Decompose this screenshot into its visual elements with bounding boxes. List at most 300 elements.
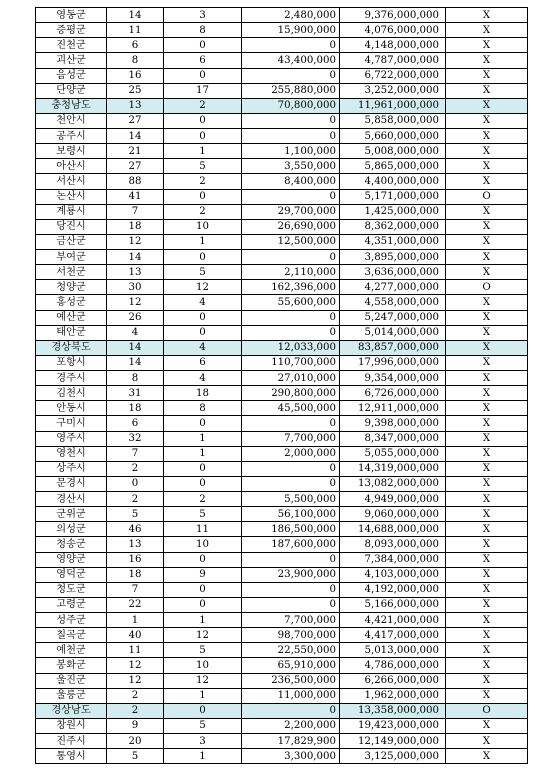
data-table-container: [35, 7, 526, 764]
count-b-cell: 12: [164, 628, 242, 643]
region-name-cell: 경상남도: [36, 703, 107, 718]
amount-cell: 2,480,000: [242, 8, 340, 23]
amount-cell: 2,110,000: [242, 265, 340, 280]
budget-cell: 4,421,000,000: [340, 613, 446, 628]
flag-cell: X: [446, 325, 528, 340]
region-name-cell: 영덕군: [36, 567, 107, 582]
region-name-cell: 영양군: [36, 552, 107, 567]
region-name-cell: 울릉군: [36, 688, 107, 703]
flag-cell: X: [446, 734, 528, 749]
flag-cell: X: [446, 718, 528, 733]
count-a-cell: 1: [107, 613, 164, 628]
province-row: [36, 703, 528, 718]
budget-cell: 14,688,000,000: [340, 522, 446, 537]
budget-cell: 4,148,000,000: [340, 38, 446, 53]
flag-cell: X: [446, 386, 528, 401]
province-row: [36, 340, 528, 355]
region-name-cell: 아산시: [36, 159, 107, 174]
budget-cell: 1,425,000,000: [340, 204, 446, 219]
count-b-cell: 2: [164, 492, 242, 507]
count-b-cell: 8: [164, 23, 242, 38]
flag-cell: X: [446, 552, 528, 567]
region-name-cell: 창원시: [36, 718, 107, 733]
count-b-cell: 0: [164, 416, 242, 431]
flag-cell: X: [446, 446, 528, 461]
amount-cell: 7,700,000: [242, 431, 340, 446]
table-row: [36, 371, 528, 386]
count-b-cell: 0: [164, 597, 242, 612]
table-body: [36, 8, 528, 764]
count-b-cell: 0: [164, 129, 242, 144]
flag-cell: X: [446, 38, 528, 53]
region-name-cell: 고령군: [36, 597, 107, 612]
count-b-cell: 1: [164, 749, 242, 764]
count-a-cell: 6: [107, 416, 164, 431]
table-row: [36, 461, 528, 476]
budget-cell: 6,726,000,000: [340, 386, 446, 401]
amount-cell: 0: [242, 113, 340, 128]
region-name-cell: 금산군: [36, 234, 107, 249]
flag-cell: X: [446, 340, 528, 355]
region-name-cell: 괴산군: [36, 53, 107, 68]
table-row: [36, 522, 528, 537]
budget-cell: 11,961,000,000: [340, 98, 446, 113]
count-a-cell: 8: [107, 371, 164, 386]
count-b-cell: 0: [164, 476, 242, 491]
budget-cell: 4,417,000,000: [340, 628, 446, 643]
count-b-cell: 1: [164, 613, 242, 628]
amount-cell: 23,900,000: [242, 567, 340, 582]
count-a-cell: 12: [107, 673, 164, 688]
table-row: [36, 613, 528, 628]
count-b-cell: 0: [164, 461, 242, 476]
count-a-cell: 21: [107, 144, 164, 159]
region-name-cell: 단양군: [36, 83, 107, 98]
table-row: [36, 537, 528, 552]
count-b-cell: 2: [164, 204, 242, 219]
amount-cell: 0: [242, 582, 340, 597]
flag-cell: X: [446, 673, 528, 688]
count-a-cell: 9: [107, 718, 164, 733]
amount-cell: 0: [242, 325, 340, 340]
flag-cell: O: [446, 189, 528, 204]
count-a-cell: 12: [107, 234, 164, 249]
budget-cell: 6,266,000,000: [340, 673, 446, 688]
region-name-cell: 통영시: [36, 749, 107, 764]
count-b-cell: 1: [164, 234, 242, 249]
count-b-cell: 5: [164, 159, 242, 174]
count-a-cell: 11: [107, 23, 164, 38]
count-a-cell: 31: [107, 386, 164, 401]
flag-cell: X: [446, 234, 528, 249]
budget-cell: 4,192,000,000: [340, 582, 446, 597]
region-name-cell: 보령시: [36, 144, 107, 159]
budget-cell: 3,895,000,000: [340, 250, 446, 265]
flag-cell: O: [446, 280, 528, 295]
budget-cell: 5,008,000,000: [340, 144, 446, 159]
budget-cell: 5,014,000,000: [340, 325, 446, 340]
region-name-cell: 홍성군: [36, 295, 107, 310]
count-b-cell: 4: [164, 371, 242, 386]
count-b-cell: 11: [164, 522, 242, 537]
flag-cell: X: [446, 401, 528, 416]
table-row: [36, 401, 528, 416]
budget-cell: 3,636,000,000: [340, 265, 446, 280]
count-b-cell: 0: [164, 582, 242, 597]
table-row: [36, 386, 528, 401]
table-row: [36, 492, 528, 507]
count-b-cell: 0: [164, 38, 242, 53]
count-b-cell: 1: [164, 688, 242, 703]
count-a-cell: 25: [107, 83, 164, 98]
amount-cell: 11,000,000: [242, 688, 340, 703]
amount-cell: 2,000,000: [242, 446, 340, 461]
flag-cell: X: [446, 492, 528, 507]
table-row: [36, 38, 528, 53]
flag-cell: X: [446, 98, 528, 113]
amount-cell: 0: [242, 129, 340, 144]
budget-cell: 5,171,000,000: [340, 189, 446, 204]
region-name-cell: 구미시: [36, 416, 107, 431]
region-name-cell: 충청남도: [36, 98, 107, 113]
flag-cell: X: [446, 688, 528, 703]
count-b-cell: 4: [164, 295, 242, 310]
amount-cell: 3,550,000: [242, 159, 340, 174]
flag-cell: O: [446, 703, 528, 718]
flag-cell: X: [446, 567, 528, 582]
amount-cell: 186,500,000: [242, 522, 340, 537]
amount-cell: 0: [242, 416, 340, 431]
amount-cell: 110,700,000: [242, 355, 340, 370]
flag-cell: X: [446, 749, 528, 764]
count-a-cell: 13: [107, 537, 164, 552]
region-name-cell: 경주시: [36, 371, 107, 386]
region-name-cell: 군위군: [36, 507, 107, 522]
amount-cell: 3,300,000: [242, 749, 340, 764]
budget-cell: 9,354,000,000: [340, 371, 446, 386]
flag-cell: X: [446, 159, 528, 174]
budget-cell: 13,358,000,000: [340, 703, 446, 718]
count-a-cell: 27: [107, 159, 164, 174]
table-row: [36, 325, 528, 340]
count-a-cell: 30: [107, 280, 164, 295]
table-row: [36, 113, 528, 128]
amount-cell: 0: [242, 68, 340, 83]
table-row: [36, 265, 528, 280]
budget-cell: 3,125,000,000: [340, 749, 446, 764]
budget-cell: 19,423,000,000: [340, 718, 446, 733]
table-row: [36, 643, 528, 658]
amount-cell: 236,500,000: [242, 673, 340, 688]
budget-cell: 5,055,000,000: [340, 446, 446, 461]
count-b-cell: 6: [164, 53, 242, 68]
budget-cell: 7,384,000,000: [340, 552, 446, 567]
count-a-cell: 0: [107, 476, 164, 491]
count-b-cell: 5: [164, 718, 242, 733]
count-b-cell: 0: [164, 113, 242, 128]
count-a-cell: 7: [107, 446, 164, 461]
count-a-cell: 5: [107, 507, 164, 522]
table-row: [36, 476, 528, 491]
amount-cell: 29,700,000: [242, 204, 340, 219]
flag-cell: X: [446, 113, 528, 128]
table-row: [36, 749, 528, 764]
flag-cell: X: [446, 265, 528, 280]
region-name-cell: 천안시: [36, 113, 107, 128]
count-a-cell: 7: [107, 582, 164, 597]
province-row: [36, 98, 528, 113]
region-name-cell: 계룡시: [36, 204, 107, 219]
amount-cell: 0: [242, 310, 340, 325]
count-a-cell: 22: [107, 597, 164, 612]
count-a-cell: 14: [107, 8, 164, 23]
count-b-cell: 10: [164, 537, 242, 552]
flag-cell: X: [446, 507, 528, 522]
table-row: [36, 688, 528, 703]
amount-cell: 43,400,000: [242, 53, 340, 68]
table-row: [36, 628, 528, 643]
amount-cell: 162,396,000: [242, 280, 340, 295]
flag-cell: X: [446, 68, 528, 83]
region-name-cell: 청송군: [36, 537, 107, 552]
amount-cell: 1,100,000: [242, 144, 340, 159]
budget-cell: 4,351,000,000: [340, 234, 446, 249]
budget-cell: 5,865,000,000: [340, 159, 446, 174]
amount-cell: 2,200,000: [242, 718, 340, 733]
budget-cell: 13,082,000,000: [340, 476, 446, 491]
count-a-cell: 14: [107, 250, 164, 265]
count-a-cell: 32: [107, 431, 164, 446]
flag-cell: X: [446, 461, 528, 476]
count-b-cell: 5: [164, 265, 242, 280]
budget-cell: 17,996,000,000: [340, 355, 446, 370]
flag-cell: X: [446, 597, 528, 612]
flag-cell: X: [446, 522, 528, 537]
count-a-cell: 2: [107, 688, 164, 703]
table-row: [36, 144, 528, 159]
budget-cell: 5,660,000,000: [340, 129, 446, 144]
amount-cell: 0: [242, 461, 340, 476]
budget-cell: 5,166,000,000: [340, 597, 446, 612]
amount-cell: 26,690,000: [242, 219, 340, 234]
budget-cell: 4,787,000,000: [340, 53, 446, 68]
region-name-cell: 논산시: [36, 189, 107, 204]
table-row: [36, 53, 528, 68]
count-b-cell: 4: [164, 340, 242, 355]
table-row: [36, 597, 528, 612]
region-name-cell: 상주시: [36, 461, 107, 476]
table-row: [36, 355, 528, 370]
count-b-cell: 2: [164, 174, 242, 189]
count-b-cell: 0: [164, 703, 242, 718]
region-name-cell: 영천시: [36, 446, 107, 461]
region-name-cell: 성주군: [36, 613, 107, 628]
count-a-cell: 26: [107, 310, 164, 325]
budget-cell: 8,362,000,000: [340, 219, 446, 234]
budget-cell: 4,786,000,000: [340, 658, 446, 673]
flag-cell: X: [446, 658, 528, 673]
count-b-cell: 18: [164, 386, 242, 401]
table-row: [36, 68, 528, 83]
amount-cell: 45,500,000: [242, 401, 340, 416]
table-row: [36, 219, 528, 234]
count-b-cell: 9: [164, 567, 242, 582]
count-a-cell: 14: [107, 355, 164, 370]
amount-cell: 0: [242, 189, 340, 204]
amount-cell: 5,500,000: [242, 492, 340, 507]
budget-cell: 12,149,000,000: [340, 734, 446, 749]
amount-cell: 0: [242, 552, 340, 567]
amount-cell: 15,900,000: [242, 23, 340, 38]
count-b-cell: 10: [164, 658, 242, 673]
table-row: [36, 189, 528, 204]
count-a-cell: 46: [107, 522, 164, 537]
count-b-cell: 12: [164, 280, 242, 295]
flag-cell: X: [446, 8, 528, 23]
flag-cell: X: [446, 416, 528, 431]
count-a-cell: 40: [107, 628, 164, 643]
count-a-cell: 8: [107, 53, 164, 68]
count-a-cell: 2: [107, 703, 164, 718]
count-b-cell: 0: [164, 325, 242, 340]
region-name-cell: 음성군: [36, 68, 107, 83]
count-b-cell: 12: [164, 673, 242, 688]
flag-cell: X: [446, 310, 528, 325]
table-row: [36, 582, 528, 597]
region-name-cell: 당진시: [36, 219, 107, 234]
count-a-cell: 18: [107, 219, 164, 234]
region-name-cell: 서천군: [36, 265, 107, 280]
region-name-cell: 예천군: [36, 643, 107, 658]
region-name-cell: 증평군: [36, 23, 107, 38]
table-row: [36, 8, 528, 23]
count-a-cell: 14: [107, 129, 164, 144]
count-b-cell: 17: [164, 83, 242, 98]
flag-cell: X: [446, 23, 528, 38]
count-a-cell: 2: [107, 492, 164, 507]
budget-cell: 4,558,000,000: [340, 295, 446, 310]
count-a-cell: 18: [107, 567, 164, 582]
count-a-cell: 13: [107, 265, 164, 280]
table-row: [36, 23, 528, 38]
budget-cell: 14,319,000,000: [340, 461, 446, 476]
amount-cell: 0: [242, 597, 340, 612]
region-name-cell: 공주시: [36, 129, 107, 144]
budget-cell: 9,060,000,000: [340, 507, 446, 522]
budget-cell: 9,376,000,000: [340, 8, 446, 23]
table-row: [36, 295, 528, 310]
flag-cell: X: [446, 83, 528, 98]
count-b-cell: 0: [164, 310, 242, 325]
budget-cell: 4,277,000,000: [340, 280, 446, 295]
table-row: [36, 673, 528, 688]
region-name-cell: 진천군: [36, 38, 107, 53]
table-row: [36, 567, 528, 582]
region-name-cell: 태안군: [36, 325, 107, 340]
table-row: [36, 280, 528, 295]
budget-cell: 4,949,000,000: [340, 492, 446, 507]
amount-cell: 290,800,000: [242, 386, 340, 401]
count-a-cell: 88: [107, 174, 164, 189]
region-name-cell: 문경시: [36, 476, 107, 491]
count-a-cell: 5: [107, 749, 164, 764]
flag-cell: X: [446, 219, 528, 234]
region-name-cell: 경상북도: [36, 340, 107, 355]
count-b-cell: 3: [164, 8, 242, 23]
table-row: [36, 129, 528, 144]
table-row: [36, 658, 528, 673]
table-row: [36, 431, 528, 446]
table-row: [36, 204, 528, 219]
flag-cell: X: [446, 476, 528, 491]
budget-cell: 5,858,000,000: [340, 113, 446, 128]
flag-cell: X: [446, 537, 528, 552]
count-a-cell: 14: [107, 340, 164, 355]
amount-cell: 98,700,000: [242, 628, 340, 643]
region-name-cell: 청도군: [36, 582, 107, 597]
flag-cell: X: [446, 431, 528, 446]
region-name-cell: 영주시: [36, 431, 107, 446]
count-a-cell: 18: [107, 401, 164, 416]
count-b-cell: 3: [164, 734, 242, 749]
flag-cell: X: [446, 174, 528, 189]
budget-cell: 8,347,000,000: [340, 431, 446, 446]
amount-cell: 7,700,000: [242, 613, 340, 628]
amount-cell: 187,600,000: [242, 537, 340, 552]
table-row: [36, 310, 528, 325]
flag-cell: X: [446, 250, 528, 265]
region-name-cell: 봉화군: [36, 658, 107, 673]
region-name-cell: 울진군: [36, 673, 107, 688]
count-b-cell: 1: [164, 431, 242, 446]
flag-cell: X: [446, 628, 528, 643]
flag-cell: X: [446, 144, 528, 159]
count-b-cell: 0: [164, 189, 242, 204]
flag-cell: X: [446, 643, 528, 658]
amount-cell: 65,910,000: [242, 658, 340, 673]
count-a-cell: 6: [107, 38, 164, 53]
amount-cell: 55,600,000: [242, 295, 340, 310]
amount-cell: 255,880,000: [242, 83, 340, 98]
count-a-cell: 27: [107, 113, 164, 128]
table-row: [36, 159, 528, 174]
table-row: [36, 234, 528, 249]
table-row: [36, 250, 528, 265]
count-b-cell: 0: [164, 250, 242, 265]
budget-cell: 4,076,000,000: [340, 23, 446, 38]
amount-cell: 27,010,000: [242, 371, 340, 386]
region-name-cell: 칠곡군: [36, 628, 107, 643]
count-b-cell: 1: [164, 446, 242, 461]
budget-cell: 9,398,000,000: [340, 416, 446, 431]
flag-cell: X: [446, 53, 528, 68]
amount-cell: 70,800,000: [242, 98, 340, 113]
count-a-cell: 12: [107, 658, 164, 673]
count-a-cell: 16: [107, 552, 164, 567]
table-row: [36, 718, 528, 733]
amount-cell: 22,550,000: [242, 643, 340, 658]
table-row: [36, 416, 528, 431]
region-name-cell: 서산시: [36, 174, 107, 189]
budget-cell: 4,400,000,000: [340, 174, 446, 189]
count-b-cell: 0: [164, 552, 242, 567]
region-name-cell: 진주시: [36, 734, 107, 749]
region-name-cell: 안동시: [36, 401, 107, 416]
amount-cell: 17,829,900: [242, 734, 340, 749]
budget-cell: 3,252,000,000: [340, 83, 446, 98]
table-row: [36, 174, 528, 189]
region-name-cell: 경산시: [36, 492, 107, 507]
